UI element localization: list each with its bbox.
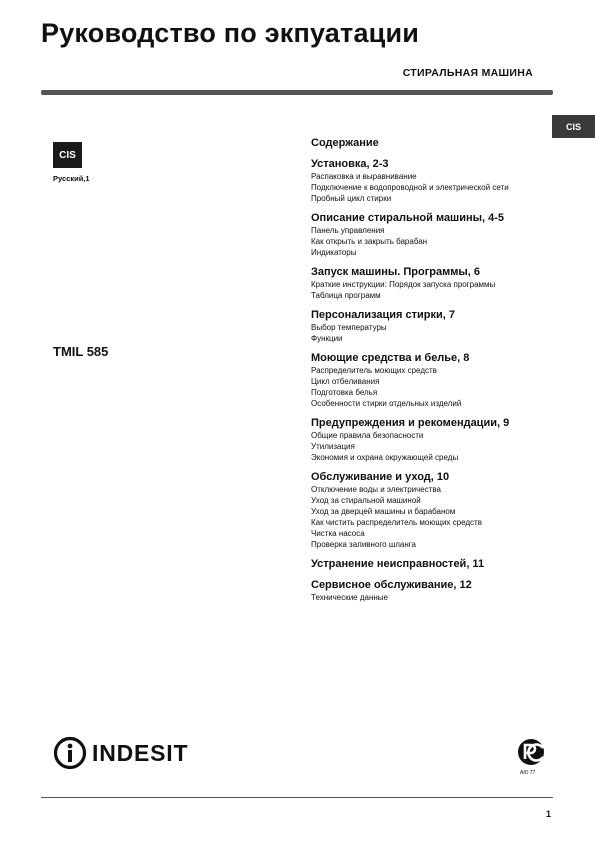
toc-item: Панель управления (311, 226, 385, 235)
toc-item: Как открыть и закрыть барабан (311, 237, 428, 246)
toc-section-title: Обслуживание и уход, 10 (311, 471, 450, 483)
toc-item: Отключение воды и электричества (311, 485, 441, 494)
rst-certification-icon (516, 737, 548, 771)
header-divider (41, 90, 553, 95)
toc-section-troubleshooting (311, 558, 581, 571)
toc-section-service (311, 579, 581, 603)
toc-item: Технические данные (311, 593, 389, 602)
toc-item: Уход за дверцей машины и барабаном (311, 507, 456, 516)
brand-logo (53, 736, 188, 770)
toc-section-installation (311, 158, 581, 204)
toc-section-start-programs (311, 266, 581, 301)
toc-item: Проверка заливного шланга (311, 540, 416, 549)
toc-heading: Содержание (311, 137, 379, 149)
toc-section-title: Установка, 2-3 (311, 158, 389, 170)
toc-item: Подготовка белья (311, 388, 378, 397)
toc-item: Как чистить распределитель моющих средств (311, 518, 482, 527)
toc-section-title: Запуск машины. Программы, 6 (311, 266, 481, 278)
language-label: Русский,1 (53, 174, 90, 183)
page-subtitle: СТИРАЛЬНАЯ МАШИНА (402, 67, 533, 79)
toc-section-title: Описание стиральной машины, 4-5 (311, 212, 505, 224)
toc-item: Индикаторы (311, 248, 357, 257)
toc-section-title: Персонализация стирки, 7 (311, 309, 456, 321)
toc-item: Функции (311, 334, 343, 343)
page-number: 1 (546, 809, 552, 819)
toc-section-detergents (311, 352, 581, 409)
toc-item: Общие правила безопасности (311, 431, 424, 440)
toc-item: Распределитель моющих средств (311, 366, 437, 375)
indesit-logo-icon (53, 736, 87, 770)
toc-item: Таблица программ (311, 291, 381, 300)
toc-item: Утилизация (311, 442, 355, 451)
model-name: TMIL 585 (53, 344, 109, 359)
toc-section-title: Устранение неисправностей, 11 (311, 558, 485, 570)
toc-section-maintenance (311, 471, 581, 550)
toc-section-title: Моющие средства и белье, 8 (311, 352, 470, 364)
toc-section-title: Сервисное обслуживание, 12 (311, 579, 472, 591)
table-of-contents (311, 137, 581, 611)
toc-item: Цикл отбеливания (311, 377, 380, 386)
toc-section-title: Предупреждения и рекомендации, 9 (311, 417, 510, 429)
side-language-tab: CIS (552, 115, 595, 138)
language-badge: CIS (53, 142, 82, 168)
toc-item: Подключение к водопроводной и электрической сети (311, 183, 509, 192)
brand-wordmark: INDESIT (92, 739, 189, 766)
toc-item: Выбор температуры (311, 323, 387, 332)
toc-item: Особенности стирки отдельных изделий (311, 399, 462, 408)
certification-code: АЮ 77 (520, 770, 536, 776)
toc-item: Пробный цикл стирки (311, 194, 392, 203)
page-title: Руководство по экпуатации (41, 18, 420, 48)
toc-item: Краткие инструкции: Порядок запуска программы (311, 280, 496, 289)
toc-item: Распаковка и выравнивание (311, 172, 417, 181)
toc-section-description (311, 212, 581, 258)
toc-item: Чистка насоса (311, 529, 365, 538)
toc-item: Уход за стиральной машиной (311, 496, 421, 505)
toc-item: Экономия и охрана окружающей среды (311, 453, 459, 462)
footer-divider (41, 797, 553, 798)
toc-section-personalization (311, 309, 581, 344)
toc-section-warnings (311, 417, 581, 463)
